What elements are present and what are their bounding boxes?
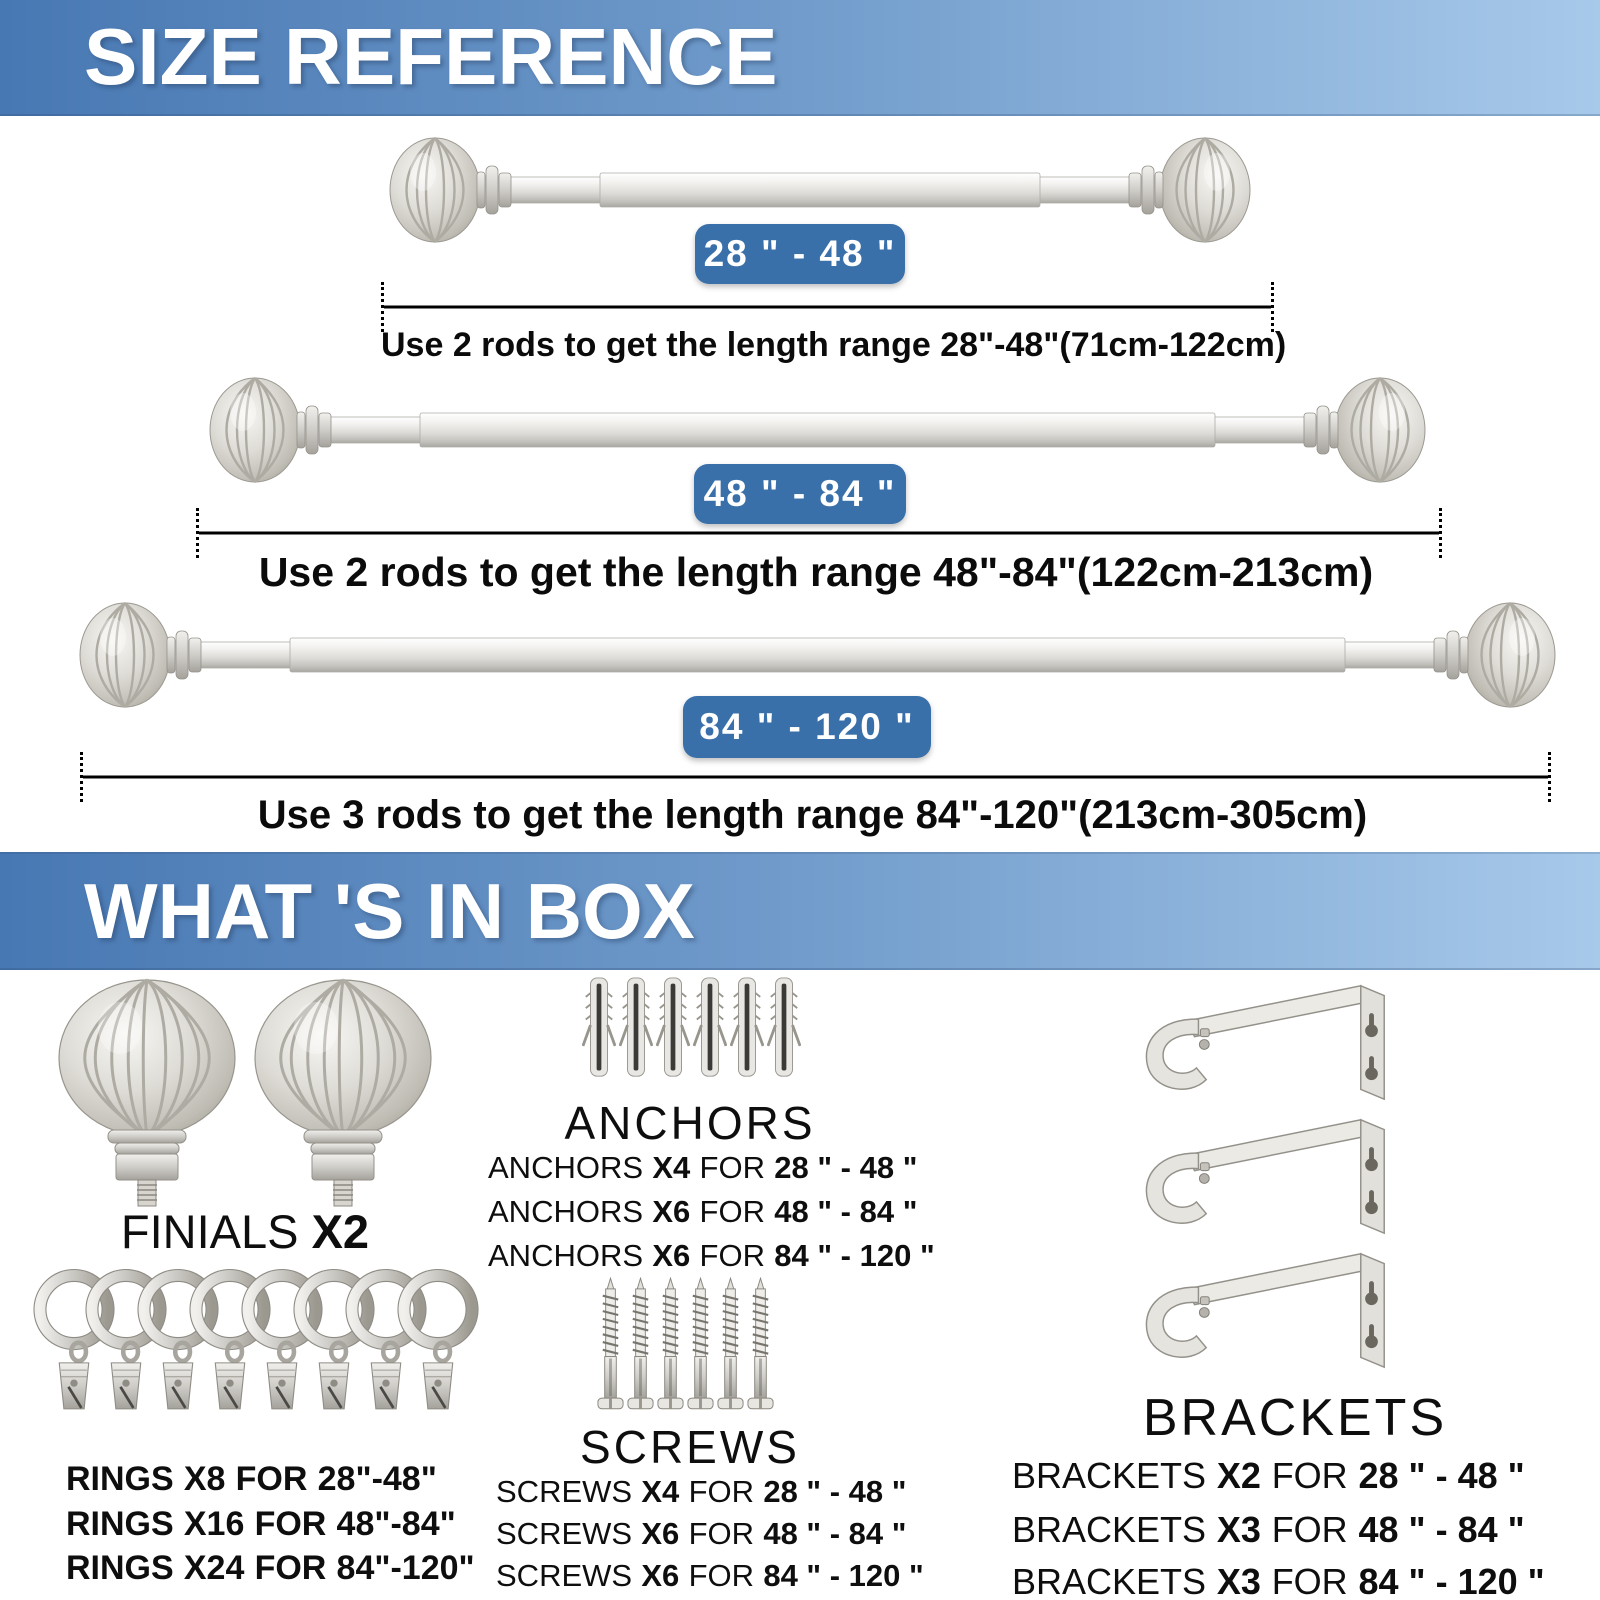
finial-illustration-1 bbox=[52, 976, 242, 1208]
anchors-line-3: ANCHORS X6 FOR 84 " - 120 " bbox=[488, 1238, 935, 1273]
screws-line-2: SCREWS X6 FOR 48 " - 84 " bbox=[496, 1516, 907, 1551]
brackets-title: BRACKETS bbox=[1142, 1389, 1448, 1447]
bracket-illustration-3 bbox=[1126, 1244, 1398, 1376]
anchors-line-1: ANCHORS X4 FOR 28 " - 48 " bbox=[488, 1150, 918, 1185]
brackets-line-1: BRACKETS X2 FOR 28 " - 48 " bbox=[1012, 1455, 1525, 1496]
size-badge-28-48: 28 " - 48 " bbox=[695, 224, 905, 284]
rod-caption-48-84: Use 2 rods to get the length range 48"-84"(122cm-213cm) bbox=[258, 549, 1374, 595]
size-reference-banner bbox=[0, 0, 1600, 116]
brackets-line-2: BRACKETS X3 FOR 48 " - 84 " bbox=[1012, 1509, 1525, 1550]
finials-qty: X2 bbox=[311, 1205, 370, 1258]
anchors-illustration bbox=[582, 972, 804, 1084]
size-badge-48-84: 48 " - 84 " bbox=[694, 464, 906, 524]
brackets-line-3: BRACKETS X3 FOR 84 " - 120 " bbox=[1012, 1561, 1545, 1600]
bracket-illustration-2 bbox=[1126, 1110, 1398, 1242]
screws-title: SCREWS bbox=[580, 1421, 800, 1473]
whats-in-box-banner bbox=[0, 852, 1600, 970]
rod-caption-28-48: Use 2 rods to get the length range 28"-48"(71cm-122cm) bbox=[381, 326, 1287, 364]
size-reference-title: SIZE REFERENCE bbox=[84, 12, 778, 101]
rings-line-1: RINGS X8 FOR 28"-48" bbox=[66, 1460, 437, 1498]
bracket-illustration-1 bbox=[1126, 976, 1398, 1108]
screws-illustration bbox=[596, 1274, 776, 1414]
finials-caption bbox=[30, 1204, 460, 1259]
dimension-line-28-48 bbox=[381, 282, 1274, 332]
dimension-bar bbox=[384, 306, 1271, 309]
size-badge-84-120: 84 " - 120 " bbox=[683, 696, 931, 758]
whats-in-box-title: WHAT 'S IN BOX bbox=[84, 866, 695, 955]
anchors-title: ANCHORS bbox=[564, 1097, 816, 1149]
rod-caption-84-120: Use 3 rods to get the length range 84"-120"(213cm-305cm) bbox=[257, 793, 1368, 837]
anchors-line-2: ANCHORS X6 FOR 48 " - 84 " bbox=[488, 1194, 918, 1229]
rings-illustration bbox=[28, 1256, 484, 1446]
dimension-bar bbox=[199, 532, 1439, 535]
screws-line-3: SCREWS X6 FOR 84 " - 120 " bbox=[496, 1558, 924, 1593]
rings-line-2: RINGS X16 FOR 48"-84" bbox=[66, 1505, 456, 1543]
rings-line-3: RINGS X24 FOR 84"-120" bbox=[66, 1549, 475, 1587]
screws-line-1: SCREWS X4 FOR 28 " - 48 " bbox=[496, 1474, 907, 1509]
finial-illustration-2 bbox=[248, 976, 438, 1208]
finials-label: FINIALS bbox=[120, 1205, 299, 1258]
dimension-bar bbox=[83, 776, 1548, 779]
